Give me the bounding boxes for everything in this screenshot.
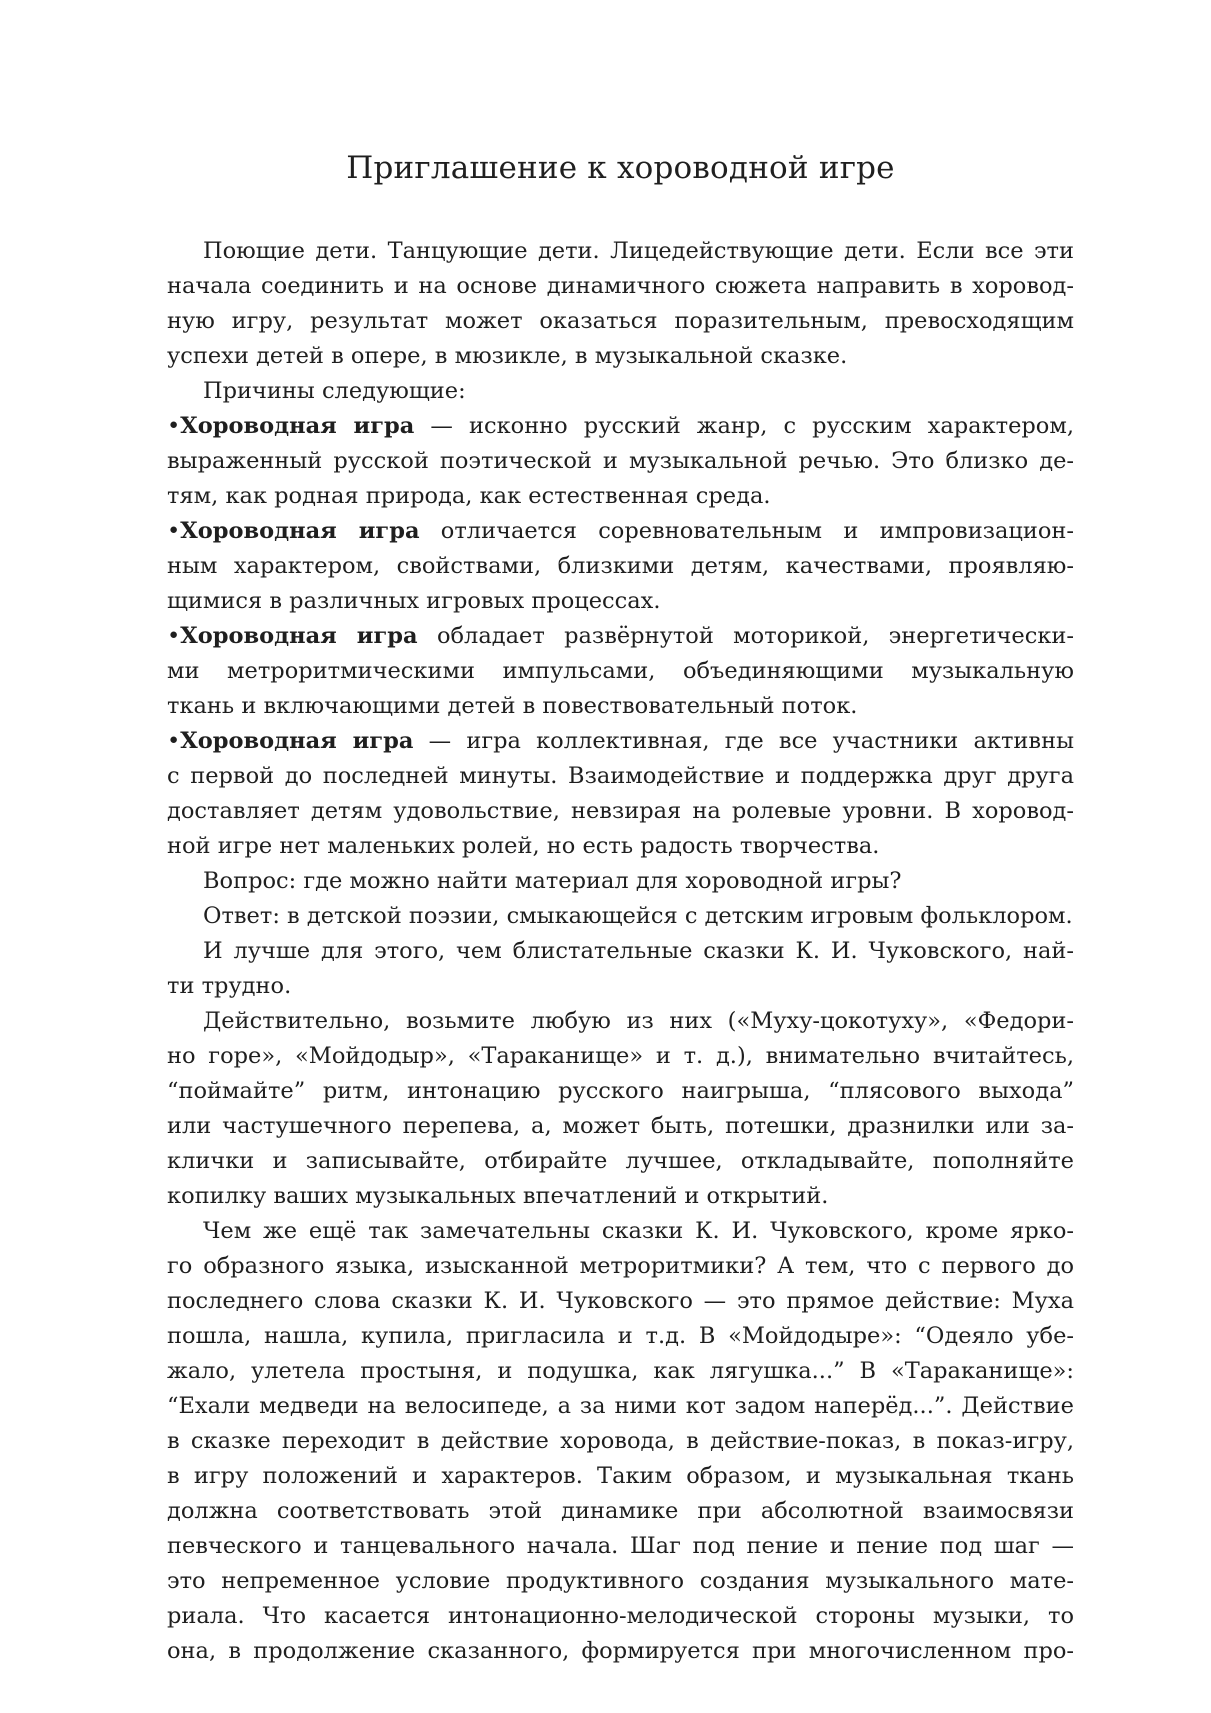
text-line: певческого и танцевального начала. Шаг под пение и пение под шаг — <box>167 1533 1074 1559</box>
text-line: •Хороводная игра — игра коллективная, где все участники активны <box>167 728 1074 754</box>
paragraph-reasons <box>167 374 1074 409</box>
text-line: пошла, нашла, купила, пригласила и т.д. В «Мойдодыре»: “Одеяло убе- <box>167 1323 1074 1349</box>
bullet-item <box>167 724 1074 864</box>
text-line: •Хороводная игра обладает развёрнутой моторикой, энергетически- <box>167 623 1075 649</box>
text-line: И лучше для этого, чем блистательные сказки К. И. Чуковского, най- <box>203 938 1074 964</box>
text-line: это непременное условие продуктивного создания музыкального мате- <box>167 1568 1074 1594</box>
bullet-icon: • <box>167 728 181 754</box>
text-line: последнего слова сказки К. И. Чуковского — это прямое действие: Муха <box>167 1288 1074 1314</box>
text-line: она, в продолжение сказанного, формируется при многочисленном про- <box>167 1638 1074 1664</box>
bullet-icon: • <box>167 623 181 649</box>
paragraph-intro <box>167 234 1074 374</box>
text-line: Поющие дети. Танцующие дети. Лицедействующие дети. Если все эти <box>203 238 1074 264</box>
text-line: го образного языка, изысканной метроритмики? А тем, что с первого до <box>167 1253 1074 1279</box>
text-line: щимися в различных игровых процессах. <box>167 588 661 614</box>
text-line: Действительно, возьмите любую из них («Муху-цокотуху», «Федори- <box>203 1008 1074 1034</box>
text-line: успехи детей в опере, в мюзикле, в музыкальной сказке. <box>167 343 848 369</box>
bold-term: Хороводная игра <box>180 728 414 754</box>
text-line: в сказке переходит в действие хоровода, в действие-показ, в показ-игру, <box>167 1428 1074 1454</box>
paragraph <box>167 1004 1074 1214</box>
text-line: ным характером, свойствами, близкими детям, качествами, проявляю- <box>167 553 1074 579</box>
paragraph-answer <box>167 899 1074 934</box>
text-line: Вопрос: где можно найти материал для хороводной игры? <box>203 868 902 894</box>
bullet-icon: • <box>167 518 181 544</box>
text-line: или частушечного перепева, а, может быть, потешки, дразнилки или за- <box>167 1113 1074 1139</box>
bold-term: Хороводная игра <box>180 623 418 649</box>
page-title: Приглашение к хороводной игре <box>346 150 895 186</box>
bold-term: Хороводная игра <box>180 518 420 544</box>
bold-term: Хороводная игра <box>180 413 415 439</box>
text-line: доставляет детям удовольствие, невзирая на ролевые уровни. В хоровод- <box>167 798 1074 824</box>
bullet-item <box>167 619 1074 724</box>
text-line: ми метроритмическими импульсами, объединяющими музыкальную <box>167 658 1074 684</box>
paragraph <box>167 934 1074 1004</box>
text-line: жало, улетела простыня, и подушка, как лягушка...” В «Тараканище»: <box>167 1358 1074 1384</box>
text-line: Ответ: в детской поэзии, смыкающейся с детским игровым фольклором. <box>203 903 1073 929</box>
text-line: тям, как родная природа, как естественная среда. <box>167 483 771 509</box>
text-line: должна соответствовать этой динамике при абсолютной взаимосвязи <box>167 1498 1074 1524</box>
text-line: “Ехали медведи на велосипеде, а за ними кот задом наперёд...”. Действие <box>167 1393 1074 1419</box>
paragraph <box>167 1214 1074 1669</box>
text-line: •Хороводная игра — исконно русский жанр, с русским характером, <box>167 413 1074 439</box>
bullet-item <box>167 514 1074 619</box>
bullet-icon: • <box>167 413 181 439</box>
text-line: копилку ваших музыкальных впечатлений и открытий. <box>167 1183 829 1209</box>
text-line: “поймайте” ритм, интонацию русского наигрыша, “плясового выхода” <box>167 1078 1074 1104</box>
text-line: риала. Что касается интонационно-мелодической стороны музыки, то <box>167 1603 1074 1629</box>
paragraph-question <box>167 864 1074 899</box>
text-line: ткань и включающими детей в повествовательный поток. <box>167 693 858 719</box>
text-line: с первой до последней минуты. Взаимодействие и поддержка друг друга <box>167 763 1074 789</box>
text-line: клички и записывайте, отбирайте лучшее, откладывайте, пополняйте <box>167 1148 1074 1174</box>
text-line: но горе», «Мойдодыр», «Тараканище» и т. д.), внимательно вчитайтесь, <box>167 1043 1074 1069</box>
text-line: ти трудно. <box>167 973 292 999</box>
text-line: ной игре нет маленьких ролей, но есть радость творчества. <box>167 833 880 859</box>
text-line: начала соединить и на основе динамичного сюжета направить в хоровод- <box>167 273 1074 299</box>
article-body <box>167 234 1074 1669</box>
text-line: в игру положений и характеров. Таким образом, и музыкальная ткань <box>167 1463 1074 1489</box>
text-line: •Хороводная игра отличается соревновательным и импровизацион- <box>167 518 1074 544</box>
text-line: Причины следующие: <box>203 378 466 404</box>
bullet-item <box>167 409 1074 514</box>
text-line: Чем же ещё так замечательны сказки К. И. Чуковского, кроме ярко- <box>203 1218 1074 1244</box>
text-line: выраженный русской поэтической и музыкальной речью. Это близко де- <box>167 448 1074 474</box>
text-line: ную игру, результат может оказаться поразительным, превосходящим <box>167 308 1074 334</box>
page <box>167 148 1074 1669</box>
